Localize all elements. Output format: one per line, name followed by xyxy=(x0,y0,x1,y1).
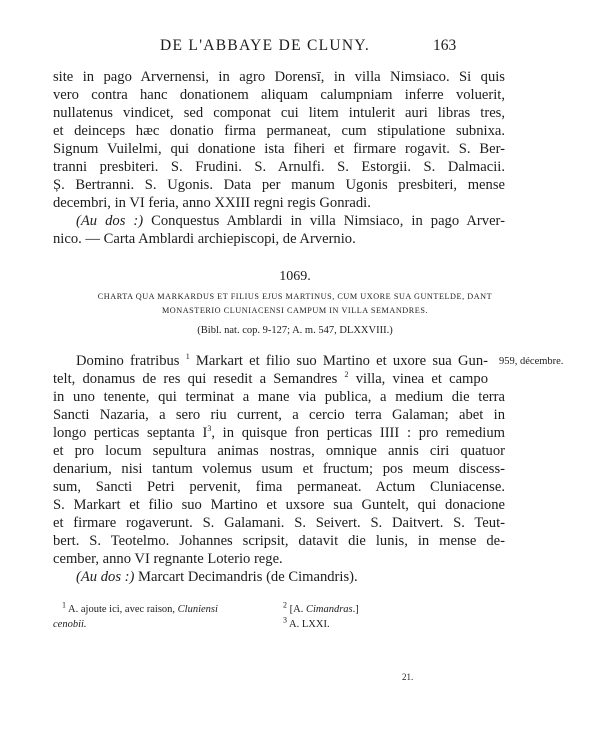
charter-body-line-10: et firmare rogaverunt. S. Galamani. S. Seivert. S. Daitvert. S. Teut- xyxy=(53,515,505,531)
charter-number: 1069. xyxy=(279,269,311,284)
charter-body-line-8: sum, Sancti Petri pervenit, fima permaneat. Actum Cluniacense. xyxy=(53,479,505,495)
charter-body-line-11: bert. S. Teotelmo. Johannes scripsit, datavit die lunis, in mense de- xyxy=(53,533,505,549)
text-run: Domino fratribus xyxy=(76,353,180,369)
signature-mark: 21. xyxy=(402,672,414,682)
charter-body-line-6: et pro locum sepultura animas nostras, omnique annis ciri quatuor xyxy=(53,443,505,459)
footnote-mark: 3 xyxy=(283,615,287,625)
charter-body-line-3: in uno tenente, qui terminat a mane via publica, a medium die terra xyxy=(53,389,505,405)
charter-end-line-8: decembri, in VI feria, anno XXIII regni regis Gonradi. xyxy=(53,195,371,211)
text-run: A. ajoute ici, avec raison, xyxy=(66,604,178,615)
text-run: villa, vinea et campo xyxy=(348,371,488,387)
margin-date: 959, décembre. xyxy=(499,356,564,367)
footnote-3 xyxy=(283,617,330,632)
footnote-2 xyxy=(283,602,359,617)
dos-text: Conquestus Amblardi in villa Nimsiaco, in pago Arver- xyxy=(143,213,505,229)
text-run: Cluniensi xyxy=(177,604,218,615)
text-run: , in quisque fron perticas IIII : pro remedium xyxy=(211,425,505,441)
charter-dos-line xyxy=(76,568,358,586)
running-header-title: DE L'ABBAYE DE CLUNY. xyxy=(160,37,371,54)
charter-body-line-5 xyxy=(53,424,505,442)
charter-end-line-6: tranni presbiteri. S. Frudini. S. Arnulfi. S. Estorgii. S. Dalmacii. xyxy=(53,159,505,175)
charter-end-line-4: et deinceps hæc donatio firma permaneat, cum stipulatione subnixa. xyxy=(53,123,505,139)
charter-end-dos-line-1 xyxy=(76,212,505,230)
text-run: Markart et filio suo Martino et uxore sua Gun- xyxy=(189,353,488,369)
text-run: [A. xyxy=(287,604,306,615)
charter-source: (Bibl. nat. cop. 9-127; A. m. 547, DLXXVIII.) xyxy=(197,325,393,336)
text-run: .] xyxy=(352,604,359,615)
charter-body-line-9: S. Markart et filio suo Martino et uxsore sua Guntelt, qui donacione xyxy=(53,497,505,513)
charter-body-line-7: denarium, nisi tantum volemus usum et fructum; pos meum discess- xyxy=(53,461,505,477)
dos-label: (Au dos :) xyxy=(76,569,135,585)
charter-end-line-1: site in pago Arvernensi, in agro Dorensī, in villa Nimsiaco. Si quis xyxy=(53,69,505,85)
text-run: Cimandras xyxy=(305,604,353,615)
footnote-ref-2: 2 xyxy=(344,370,349,380)
text-run: A. LXXI. xyxy=(287,619,330,630)
charter-body-line-4: Sancti Nazaria, a sero riu current, a cercio terra Galaman; abet in xyxy=(53,407,505,423)
text-run: longo perticas septanta I xyxy=(53,425,208,441)
charter-body-line-12: cember, anno VI regnante Loterio rege. xyxy=(53,551,283,567)
text-run: telt, donamus de res qui resedit a Semandres xyxy=(53,371,338,387)
footnote-ref-3: 3 xyxy=(207,424,212,434)
charter-end-line-5: Signum Vuilelmi, qui donatione ista fiheri et firmare rogavit. S. Ber- xyxy=(53,141,505,157)
charter-body-line-2 xyxy=(53,370,488,388)
footnote-ref-1: 1 xyxy=(185,352,190,362)
charter-heading-line-1: CHARTA QUA MARKARDUS ET FILIUS EJUS MARTINUS, CUM UXORE SUA GUNTELDE, DANT xyxy=(97,292,493,301)
footnote-1 xyxy=(62,602,218,617)
charter-end-line-2: vero contra hanc donationem aliquam calumpniam inferre voluerit, xyxy=(53,87,505,103)
charter-body-line-1 xyxy=(76,352,488,370)
charter-end-line-7: Ș. Bertranni. S. Ugonis. Data per manum Ugonis presbiteri, mense xyxy=(53,177,505,193)
dos-label: (Au dos :) xyxy=(76,213,144,229)
page-number: 163 xyxy=(433,37,457,54)
charter-end-line-3: nullatenus vindicet, sed componat cui litem intulerit auri libras tres, xyxy=(53,105,505,121)
footnote-mark: 2 xyxy=(283,600,287,610)
charter-heading-line-2: MONASTERIO CLUNIACENSI CAMPUM IN VILLA SEMANDRES. xyxy=(161,306,429,315)
footnote-1-continued: cenobii. xyxy=(53,619,87,630)
charter-end-dos-line-2: nico. — Carta Amblardi archiepiscopi, de Arvernio. xyxy=(53,231,356,247)
dos-text: Marcart Decimandris (de Cimandris). xyxy=(134,569,358,585)
footnote-mark: 1 xyxy=(62,600,66,610)
